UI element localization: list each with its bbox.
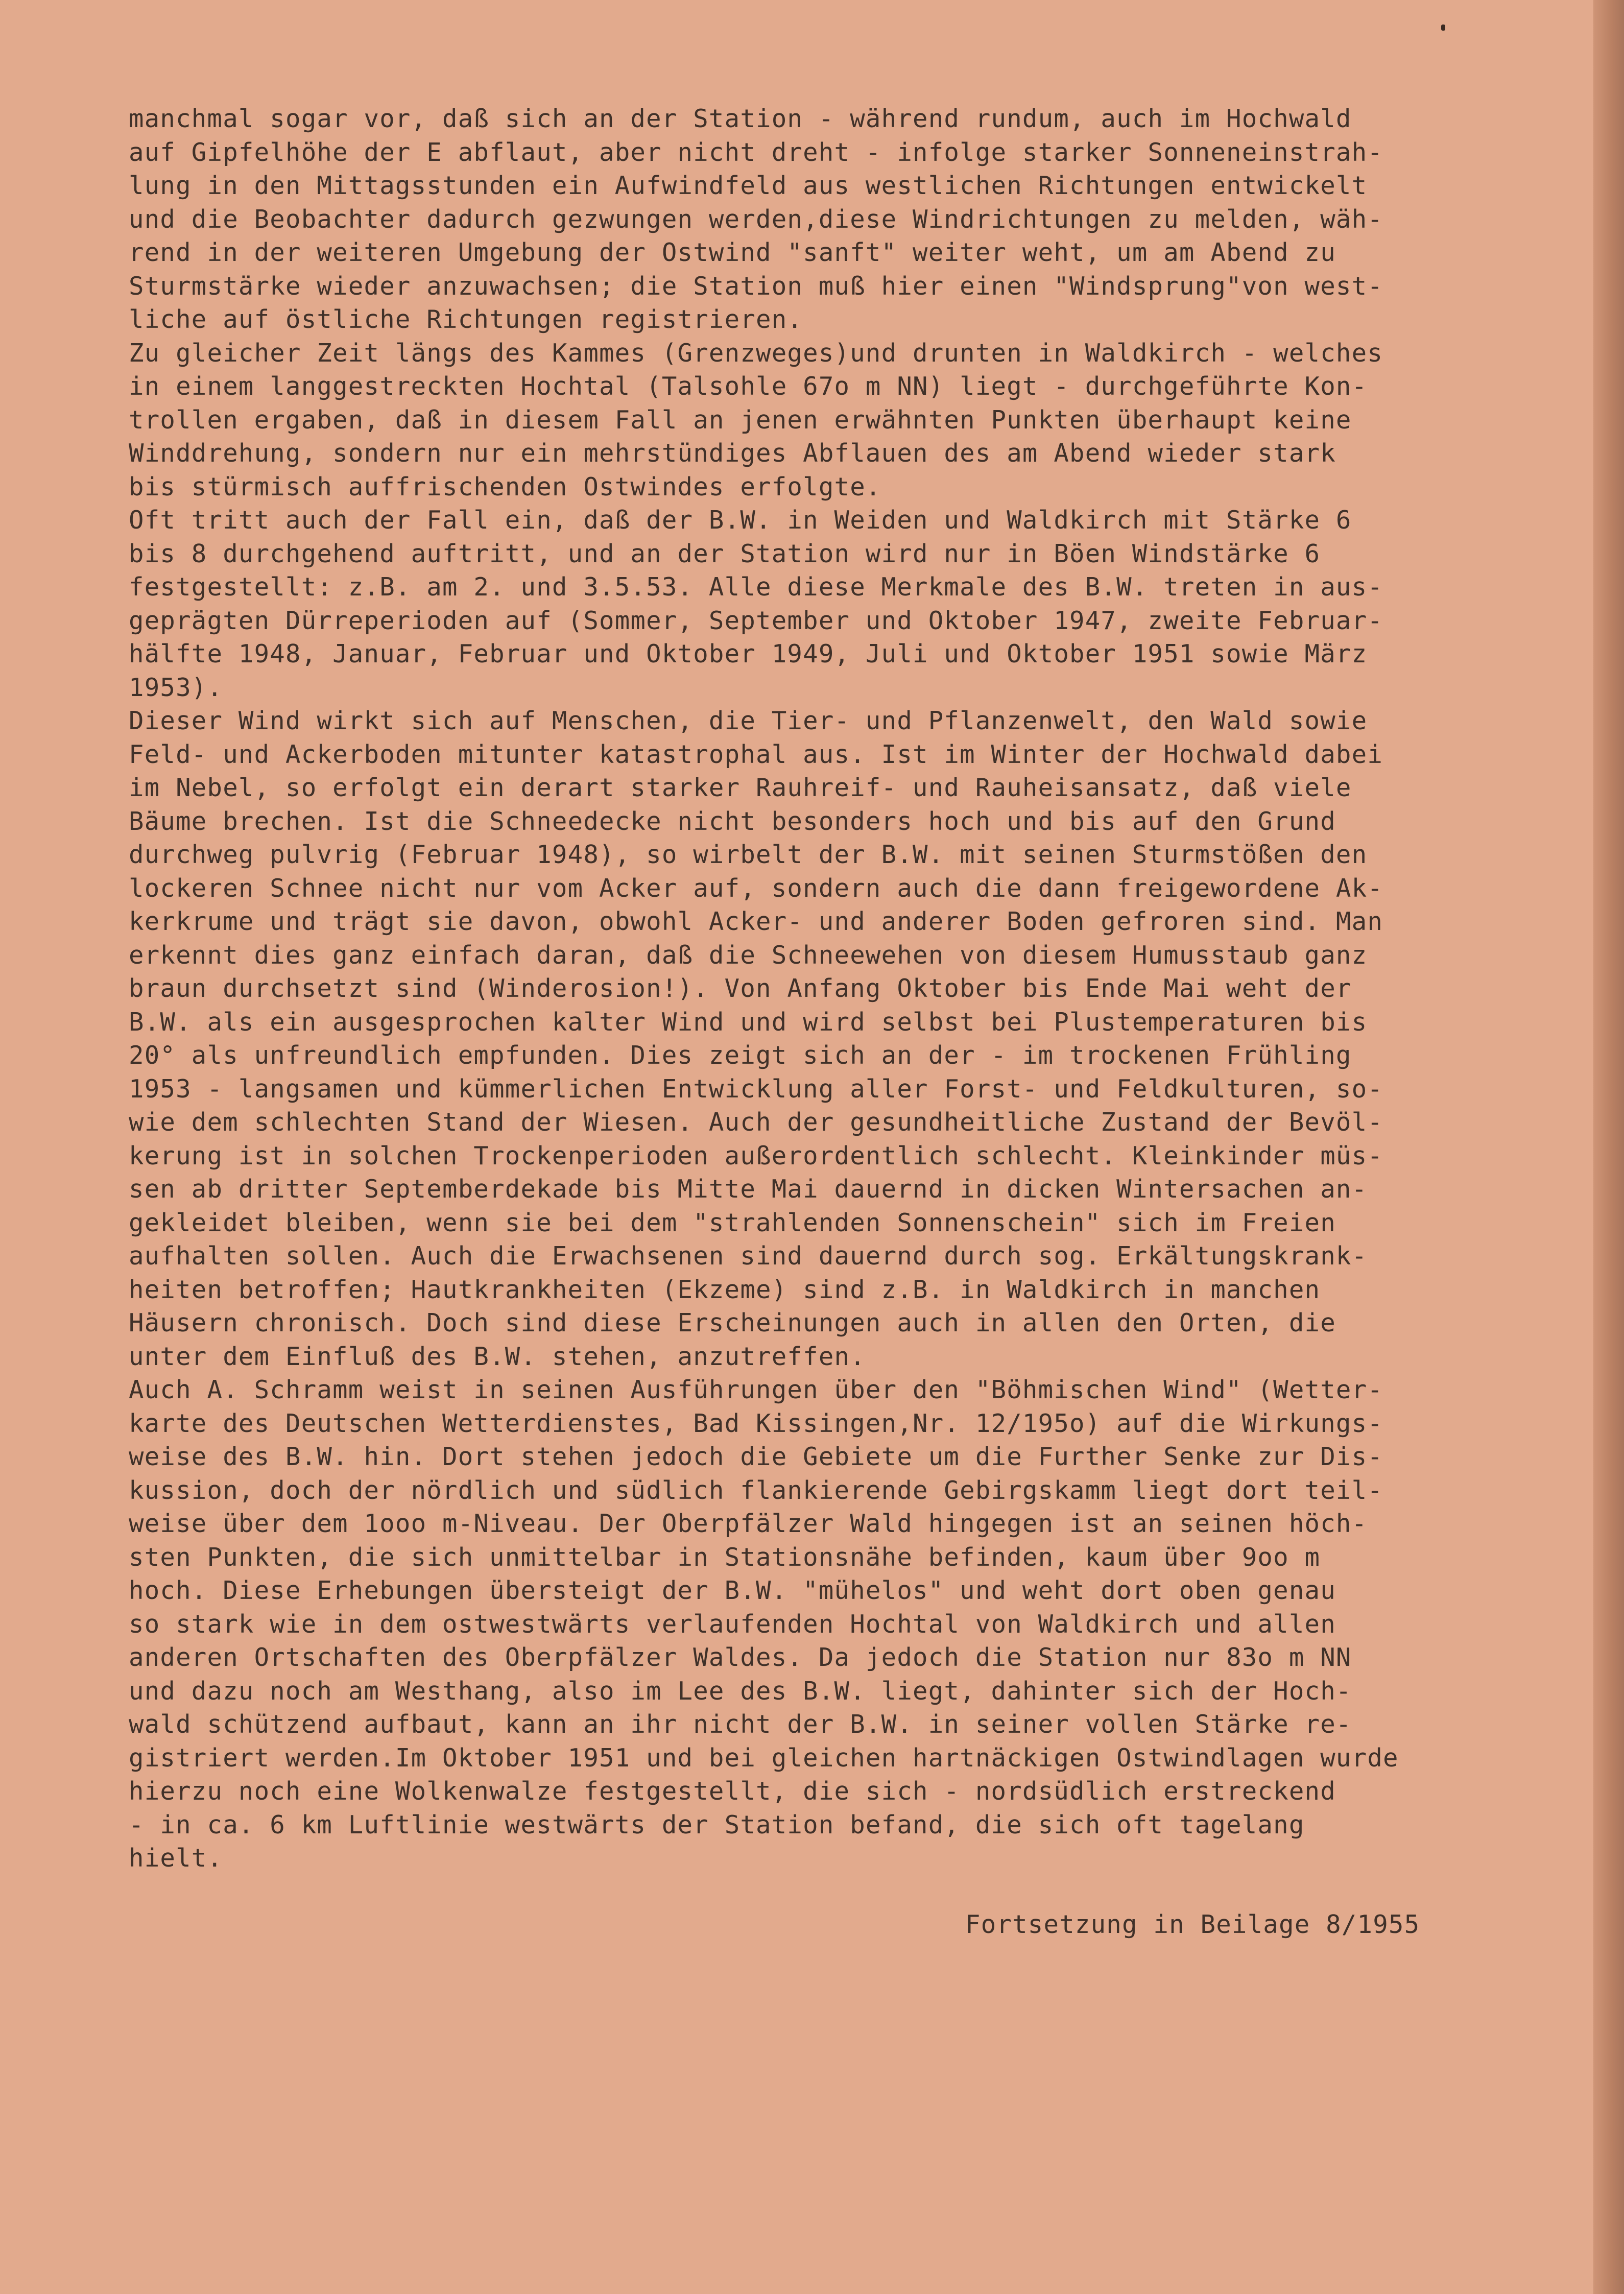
text-line: Oft tritt auch der Fall ein, daß der B.W. in Weiden und Waldkirch mit Stärke 6	[129, 506, 1352, 535]
text-line: weise des B.W. hin. Dort stehen jedoch die Gebiete um die Further Senke zur Dis-	[129, 1442, 1383, 1471]
page-edge	[1593, 0, 1624, 2294]
text-line: heiten betroffen; Hautkrankheiten (Ekzeme) sind z.B. in Waldkirch in manchen	[129, 1275, 1321, 1304]
text-line: im Nebel, so erfolgt ein derart starker Rauhreif- und Rauheisansatz, daß viele	[129, 773, 1352, 802]
text-line: und die Beobachter dadurch gezwungen werden,diese Windrichtungen zu melden, wäh-	[129, 204, 1383, 234]
text-line: so stark wie in dem ostwestwärts verlaufenden Hochtal von Waldkirch und allen	[129, 1609, 1336, 1639]
text-line: anderen Ortschaften des Oberpfälzer Waldes. Da jedoch die Station nur 83o m NN	[129, 1643, 1352, 1672]
text-line: - in ca. 6 km Luftlinie westwärts der Station befand, die sich oft tagelang	[129, 1810, 1305, 1839]
text-line: kerung ist in solchen Trockenperioden außerordentlich schlecht. Kleinkinder müs-	[129, 1141, 1383, 1170]
text-line: trollen ergaben, daß in diesem Fall an jenen erwähnten Punkten überhaupt keine	[129, 405, 1352, 435]
continuation-note: Fortsetzung in Beilage 8/1955	[965, 1910, 1420, 1939]
text-line: weise über dem 1ooo m-Niveau. Der Oberpfälzer Wald hingegen ist an seinen höch-	[129, 1509, 1368, 1538]
text-line: bis 8 durchgehend auftritt, und an der Station wird nur in Böen Windstärke 6	[129, 539, 1321, 568]
ink-mark	[1441, 25, 1445, 31]
text-line: 1953).	[129, 673, 223, 702]
text-line: und dazu noch am Westhang, also im Lee des B.W. liegt, dahinter sich der Hoch-	[129, 1676, 1352, 1706]
text-line: 1953 - langsamen und kümmerlichen Entwicklung aller Forst- und Feldkulturen, so-	[129, 1074, 1383, 1104]
text-line: braun durchsetzt sind (Winderosion!). Von Anfang Oktober bis Ende Mai weht der	[129, 974, 1352, 1003]
text-line: Feld- und Ackerboden mitunter katastrophal aus. Ist im Winter der Hochwald dabei	[129, 739, 1383, 769]
text-line: erkennt dies ganz einfach daran, daß die Schneewehen von diesem Humusstaub ganz	[129, 940, 1368, 970]
text-line: auf Gipfelhöhe der E abflaut, aber nicht dreht - infolge starker Sonneneinstrah-	[129, 137, 1383, 167]
text-line: Bäume brechen. Ist die Schneedecke nicht besonders hoch und bis auf den Grund	[129, 806, 1336, 836]
text-line: hoch. Diese Erhebungen übersteigt der B.W. "mühelos" und weht dort oben genau	[129, 1576, 1336, 1605]
text-line: Dieser Wind wirkt sich auf Menschen, die Tier- und Pflanzenwelt, den Wald sowie	[129, 706, 1368, 735]
text-line: gistriert werden.Im Oktober 1951 und bei gleichen hartnäckigen Ostwindlagen wurde	[129, 1743, 1399, 1773]
text-line: manchmal sogar vor, daß sich an der Station - während rundum, auch im Hochwald	[129, 104, 1352, 133]
text-line: durchweg pulvrig (Februar 1948), so wirbelt der B.W. mit seinen Sturmstößen den	[129, 840, 1368, 869]
text-line: 20° als unfreundlich empfunden. Dies zeigt sich an der - im trockenen Frühling	[129, 1041, 1352, 1070]
text-line: Sturmstärke wieder anzuwachsen; die Station muß hier einen "Windsprung"von west-	[129, 271, 1383, 301]
text-line: hielt.	[129, 1844, 223, 1873]
text-line: Winddrehung, sondern nur ein mehrstündiges Abflauen des am Abend wieder stark	[129, 439, 1336, 468]
text-line: kerkrume und trägt sie davon, obwohl Acker- und anderer Boden gefroren sind. Man	[129, 907, 1383, 936]
body-text	[129, 102, 1569, 1875]
text-line: kussion, doch der nördlich und südlich flankierende Gebirgskamm liegt dort teil-	[129, 1475, 1383, 1505]
text-line: geprägten Dürreperioden auf (Sommer, September und Oktober 1947, zweite Februar-	[129, 606, 1383, 635]
text-line: wie dem schlechten Stand der Wiesen. Auch der gesundheitliche Zustand der Bevöl-	[129, 1108, 1383, 1137]
text-line: wald schützend aufbaut, kann an ihr nicht der B.W. in seiner vollen Stärke re-	[129, 1710, 1352, 1739]
text-line: sen ab dritter Septemberdekade bis Mitte Mai dauernd in dicken Wintersachen an-	[129, 1175, 1368, 1204]
text-line: B.W. als ein ausgesprochen kalter Wind und wird selbst bei Plustemperaturen bis	[129, 1007, 1368, 1037]
text-line: in einem langgestreckten Hochtal (Talsohle 67o m NN) liegt - durchgeführte Kon-	[129, 372, 1368, 401]
text-line: karte des Deutschen Wetterdienstes, Bad Kissingen,Nr. 12/195o) auf die Wirkungs-	[129, 1408, 1383, 1438]
text-line: hierzu noch eine Wolkenwalze festgestellt, die sich - nordsüdlich erstreckend	[129, 1777, 1336, 1806]
text-line: sten Punkten, die sich unmittelbar in Stationsnähe befinden, kaum über 9oo m	[129, 1542, 1321, 1572]
text-line: Auch A. Schramm weist in seinen Ausführungen über den "Böhmischen Wind" (Wetter-	[129, 1375, 1383, 1404]
text-line: Häusern chronisch. Doch sind diese Erscheinungen auch in allen den Orten, die	[129, 1308, 1336, 1337]
text-line: rend in der weiteren Umgebung der Ostwind "sanft" weiter weht, um am Abend zu	[129, 238, 1336, 267]
text-line: Zu gleicher Zeit längs des Kammes (Grenzweges)und drunten in Waldkirch - welches	[129, 338, 1383, 368]
text-line: hälfte 1948, Januar, Februar und Oktober 1949, Juli und Oktober 1951 sowie März	[129, 639, 1368, 668]
text-line: lung in den Mittagsstunden ein Aufwindfeld aus westlichen Richtungen entwickelt	[129, 171, 1368, 200]
text-line: lockeren Schnee nicht nur vom Acker auf, sondern auch die dann freigewordene Ak-	[129, 873, 1383, 903]
text-line: festgestellt: z.B. am 2. und 3.5.53. Alle diese Merkmale des B.W. treten in aus-	[129, 572, 1383, 602]
text-line: unter dem Einfluß des B.W. stehen, anzutreffen.	[129, 1342, 866, 1371]
text-line: gekleidet bleiben, wenn sie bei dem "strahlenden Sonnenschein" sich im Freien	[129, 1208, 1336, 1237]
text-line: aufhalten sollen. Auch die Erwachsenen sind dauernd durch sog. Erkältungskrank-	[129, 1241, 1368, 1271]
text-line: bis stürmisch auffrischenden Ostwindes erfolgte.	[129, 472, 881, 501]
text-line: liche auf östliche Richtungen registrieren.	[129, 305, 803, 334]
